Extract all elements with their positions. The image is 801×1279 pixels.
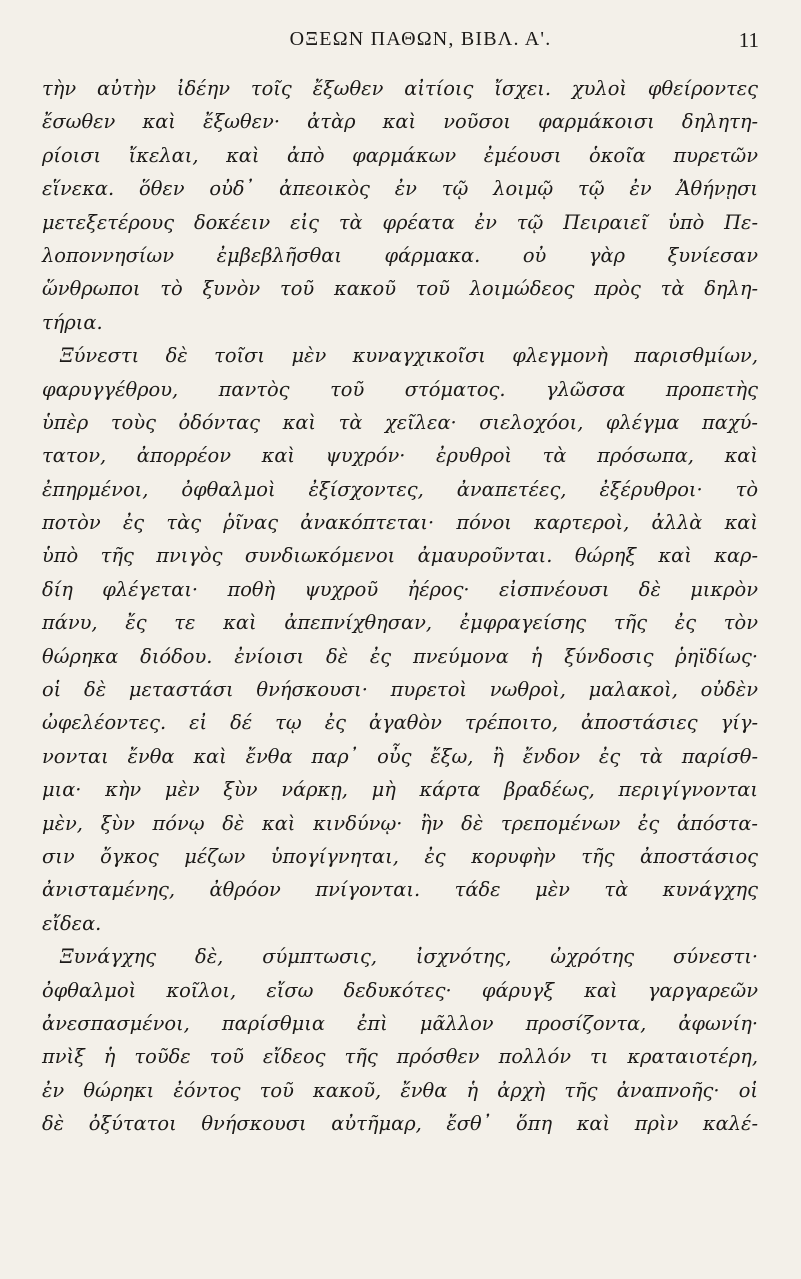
text-line: πάνυ, ἔς τε καὶ ἀπεπνίχθησαν, ἐμφραγείσης τῆς ἐς τὸν	[42, 611, 758, 635]
text-line: Ξυνάγχης δὲ, σύμπτωσις, ἰσχνότης, ὠχρότης σύνεστι·	[60, 945, 758, 969]
text-line: ἔσωθεν καὶ ἔξωθεν· ἀτὰρ καὶ νοῦσοι φαρμάκοισι δηλητη-	[42, 110, 758, 134]
text-line: μὲν, ξὺν πόνῳ δὲ καὶ κινδύνῳ· ἢν δὲ τρεπομένων ἐς ἀπόστα-	[42, 811, 758, 835]
text-line: σιν ὄγκος μέζων ὑπογίγνηται, ἐς κορυφὴν τῆς ἀποστάσιος	[42, 844, 758, 868]
text-line: ποτὸν ἐς τὰς ῥῖνας ἀνακόπτεται· πόνοι καρτεροὶ, ἀλλὰ καὶ	[42, 511, 758, 535]
text-line: εἴδεα.	[42, 911, 102, 935]
text-line: ὥνθρωποι τὸ ξυνὸν τοῦ κακοῦ τοῦ λοιμώδεος πρὸς τὰ δηλη-	[42, 277, 758, 301]
text-line: φαρυγγέθρου, παντὸς τοῦ στόματος. γλῶσσα προπετὴς	[42, 377, 758, 401]
text-line: μετεξετέρους δοκέειν εἰς τὰ φρέατα ἐν τῷ Πειραιεῖ ὑπὸ Πε-	[42, 210, 758, 234]
text-line: ἀνισταμένης, ἀθρόον πνίγονται. τάδε μὲν τὰ κυνάγχης	[42, 878, 758, 902]
body-text	[42, 72, 758, 1141]
text-line: οἱ δὲ μεταστάσι θνήσκουσι· πυρετοὶ νωθροὶ, μαλακοὶ, οὐδὲν	[42, 678, 758, 702]
text-line: τήρια.	[42, 310, 103, 334]
page-number: 11	[738, 28, 759, 52]
text-line: δὲ ὀξύτατοι θνήσκουσι αὐτῆμαρ, ἔσθ᾽ ὅπη καὶ πρὶν καλέ-	[42, 1112, 758, 1136]
text-line: θώρηκα διόδου. ἐνίοισι δὲ ἐς πνεύμονα ἡ ξύνδοσις ῥηϊδίως·	[42, 644, 758, 668]
text-line: ἐπηρμένοι, ὀφθαλμοὶ ἐξίσχοντες, ἀναπετέες, ἐξέρυθροι· τὸ	[42, 477, 758, 501]
text-line: ἐν θώρηκι ἐόντος τοῦ κακοῦ, ἔνθα ἡ ἀρχὴ τῆς ἀναπνοῆς· οἱ	[42, 1078, 758, 1102]
text-line: ὠφελέοντες. εἰ δέ τῳ ἐς ἀγαθὸν τρέποιτο, ἀποστάσιες γίγ-	[42, 711, 758, 735]
text-line: ὑπὲρ τοὺς ὀδόντας καὶ τὰ χεῖλεα· σιελοχόοι, φλέγμα παχύ-	[42, 410, 758, 434]
text-line: ἀνεσπασμένοι, παρίσθμια ἐπὶ μᾶλλον προσίζοντα, ἀφωνίη·	[42, 1011, 758, 1035]
running-head	[0, 28, 801, 58]
text-line: πνὶξ ἡ τοῦδε τοῦ εἴδεος τῆς πρόσθεν πολλόν τι κραταιοτέρη,	[42, 1045, 758, 1069]
text-line: Ξύνεστι δὲ τοῖσι μὲν κυναγχικοῖσι φλεγμονὴ παρισθμίων,	[60, 344, 758, 368]
text-line: νονται ἔνθα καὶ ἔνθα παρ᾽ οὖς ἔξω, ἢ ἔνδον ἐς τὰ παρίσθ-	[42, 744, 758, 768]
text-line: τὴν αὐτὴν ἰδέην τοῖς ἔξωθεν αἰτίοις ἴσχει. χυλοὶ φθείροντες	[42, 77, 758, 100]
running-title: ΟΞΕΩΝ ΠΑΘΩΝ, ΒΙΒΛ. Α'.	[289, 28, 552, 50]
text-line: δίη φλέγεται· ποθὴ ψυχροῦ ἠέρος· εἰσπνέουσι δὲ μικρὸν	[42, 577, 758, 601]
text-line: ρίοισι ἴκελαι, καὶ ἀπὸ φαρμάκων ἐμέουσι ὁκοῖα πυρετῶν	[42, 143, 758, 167]
text-line: εἵνεκα. ὅθεν οὐδ᾽ ἀπεοικὸς ἐν τῷ λοιμῷ τῷ ἐν Ἀθήνῃσι	[42, 177, 758, 201]
text-line: ὀφθαλμοὶ κοῖλοι, εἴσω δεδυκότες· φάρυγξ καὶ γαργαρεῶν	[42, 978, 758, 1002]
text-line: μια· κὴν μὲν ξὺν νάρκῃ, μὴ κάρτα βραδέως, περιγίγνονται	[42, 778, 758, 802]
text-line: ὑπὸ τῆς πνιγὸς συνδιωκόμενοι ἀμαυροῦνται. θώρηξ καὶ καρ-	[42, 544, 758, 568]
text-line: τατον, ἀπορρέον καὶ ψυχρόν· ἐρυθροὶ τὰ πρόσωπα, καὶ	[42, 444, 758, 468]
text-line: λοποννησίων ἐμβεβλῆσθαι φάρμακα. οὐ γὰρ ξυνίεσαν	[42, 243, 758, 267]
